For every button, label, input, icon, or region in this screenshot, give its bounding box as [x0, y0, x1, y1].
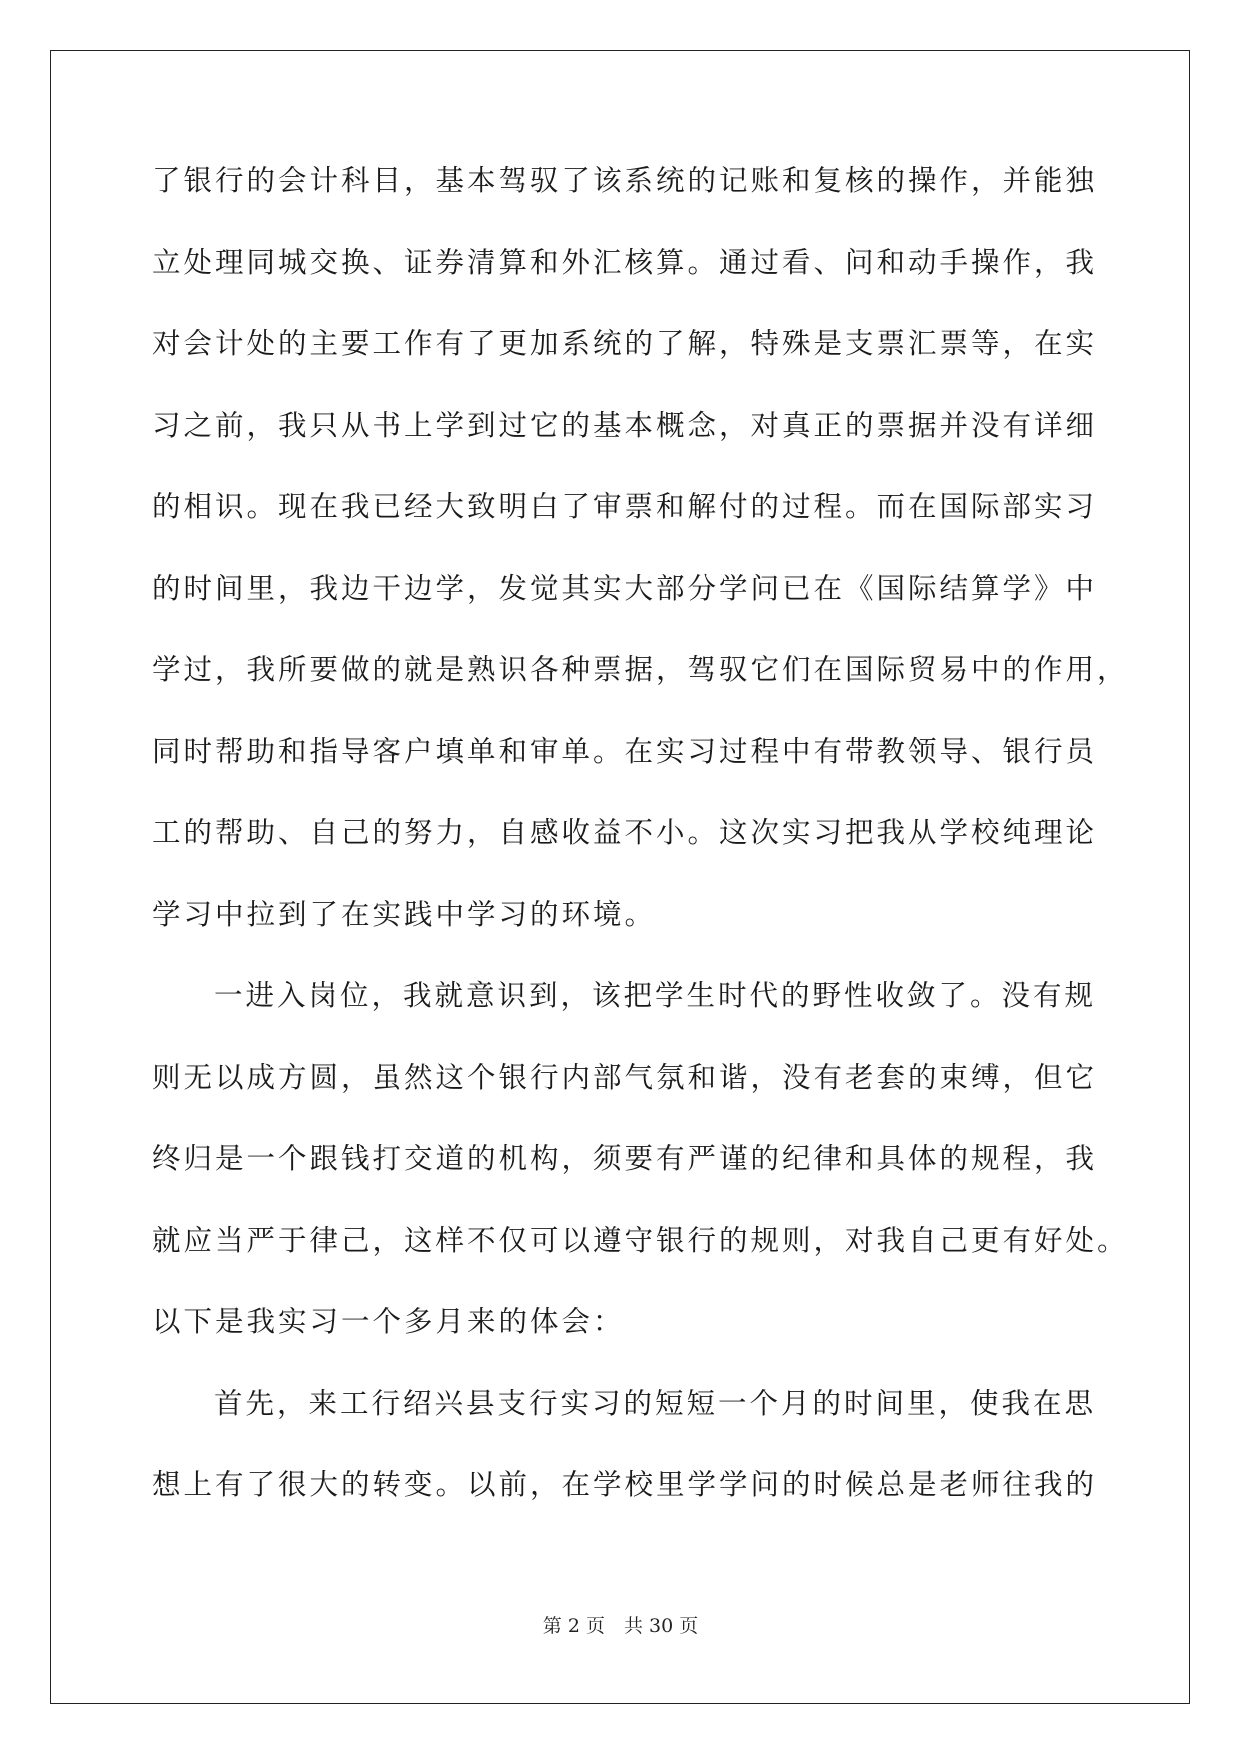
text-line: 立处理同城交换、证券清算和外汇核算。通过看、问和动手操作，我 — [152, 245, 1098, 279]
page-number-footer: 第 2 页 共 30 页 — [542, 1615, 699, 1637]
text-line: 的时间里，我边干边学，发觉其实大部分学问已在《国际结算学》中 — [152, 571, 1098, 605]
text-line: 同时帮助和指导客户填单和审单。在实习过程中有带教领导、银行员 — [152, 734, 1098, 768]
text-line: 的相识。现在我已经大致明白了审票和解付的过程。而在国际部实习 — [152, 490, 1098, 523]
text-line: 终归是一个跟钱打交道的机构，须要有严谨的纪律和具体的规程，我 — [152, 1142, 1098, 1175]
text-line: 以下是我实习一个多月来的体会： — [152, 1305, 625, 1338]
text-line: 一进入岗位，我就意识到，该把学生时代的野性收敛了。没有规 — [214, 979, 1097, 1012]
text-line: 对会计处的主要工作有了更加系统的了解，特殊是支票汇票等，在实 — [152, 327, 1098, 360]
text-line: 习之前，我只从书上学到过它的基本概念，对真正的票据并没有详细 — [152, 408, 1098, 442]
text-line: 学过，我所要做的就是熟识各种票据，驾驭它们在国际贸易中的作用， — [152, 653, 1129, 686]
text-line: 了银行的会计科目，基本驾驭了该系统的记账和复核的操作，并能独 — [152, 164, 1098, 197]
document-body — [152, 156, 1129, 1542]
text-line: 学习中拉到了在实践中学习的环境。 — [152, 897, 657, 931]
text-line: 首先，来工行绍兴县支行实习的短短一个月的时间里，使我在思 — [214, 1386, 1097, 1420]
text-line: 则无以成方圆，虽然这个银行内部气氛和谐，没有老套的束缚，但它 — [152, 1060, 1098, 1094]
text-line: 就应当严于律己，这样不仅可以遵守银行的规则，对我自己更有好处。 — [152, 1223, 1129, 1257]
text-line: 想上有了很大的转变。以前，在学校里学学问的时候总是老师往我的 — [152, 1468, 1098, 1501]
text-line: 工的帮助、自己的努力，自感收益不小。这次实习把我从学校纯理论 — [152, 816, 1098, 849]
